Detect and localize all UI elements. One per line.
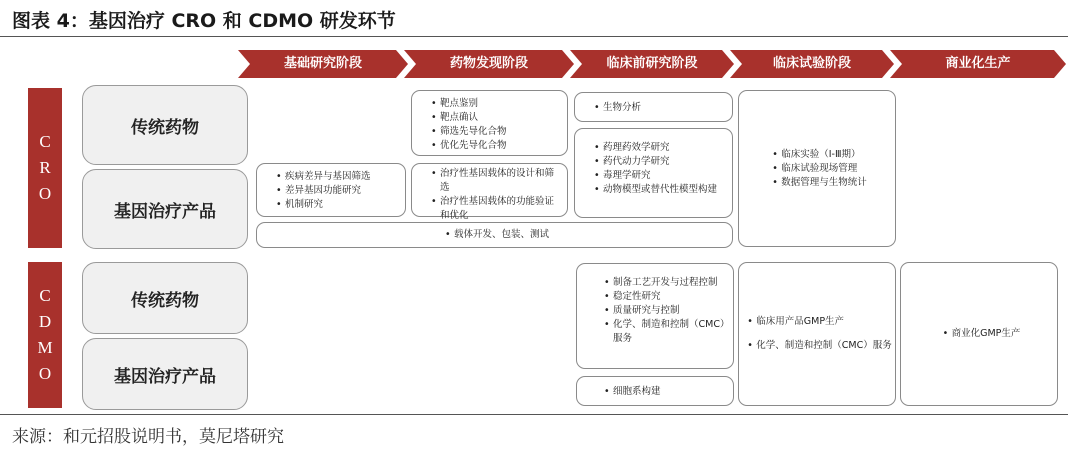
cdmo-label: C D M O [28, 262, 62, 408]
bottom-rule [0, 414, 1068, 415]
cro-preclinical-shared: • 药理药效学研究 • 药代动力学研究 • 毒理学研究 • 动物模型或替代性模型构建 [574, 128, 733, 218]
cro-gene-therapy-product: 基因治疗产品 [82, 169, 248, 249]
stage-label: 药物发现阶段 [449, 56, 528, 71]
cro-label: C R O [28, 88, 62, 248]
stage-label: 临床前研究阶段 [606, 56, 698, 71]
stage-label: 商业化生产 [945, 56, 1011, 71]
cro-vector-dev: • 载体开发、包装、测试 [256, 222, 733, 248]
stage-chevron-preclinical [570, 50, 734, 78]
cdmo-traditional-drug: 传统药物 [82, 262, 248, 334]
cro-preclinical-traditional: • 生物分析 [574, 92, 733, 122]
cro-traditional-drug: 传统药物 [82, 85, 248, 165]
top-rule [0, 36, 1068, 37]
figure-title: 图表 4：基因治疗 CRO 和 CDMO 研发环节 [12, 10, 396, 32]
stage-label: 临床试验阶段 [772, 56, 851, 71]
cdmo-clinical: • 临床用产品GMP生产 • 化学、制造和控制（CMC）服务 [738, 262, 896, 406]
cro-discovery-gene: • 治疗性基因载体的设计和筛选 • 治疗性基因载体的功能验证和优化 [411, 163, 568, 217]
cdmo-gene-therapy-product: 基因治疗产品 [82, 338, 248, 410]
cdmo-cell-line: • 细胞系构建 [576, 376, 734, 406]
stage-chevron-basic [238, 50, 408, 78]
cro-basic-gene: • 疾病差异与基因筛选 • 差异基因功能研究 • 机制研究 [256, 163, 406, 217]
source-note: 来源：和元招股说明书，莫尼塔研究 [12, 427, 284, 447]
stage-chevron-discovery [404, 50, 574, 78]
stage-chevron-clinical [730, 50, 894, 78]
cro-discovery-traditional: • 靶点鉴别 • 靶点确认 • 筛选先导化合物 • 优化先导化合物 [411, 90, 568, 156]
cro-clinical: • 临床实验（Ⅰ-Ⅲ期） • 临床试验现场管理 • 数据管理与生物统计 [738, 90, 896, 247]
cdmo-preclinical: • 制备工艺开发与过程控制 • 稳定性研究 • 质量研究与控制 • 化学、制造和控制（CMC）服务 [576, 263, 734, 369]
cdmo-commercial: • 商业化GMP生产 [900, 262, 1058, 406]
stage-chevron-commercial [890, 50, 1066, 78]
stage-label: 基础研究阶段 [283, 56, 362, 71]
